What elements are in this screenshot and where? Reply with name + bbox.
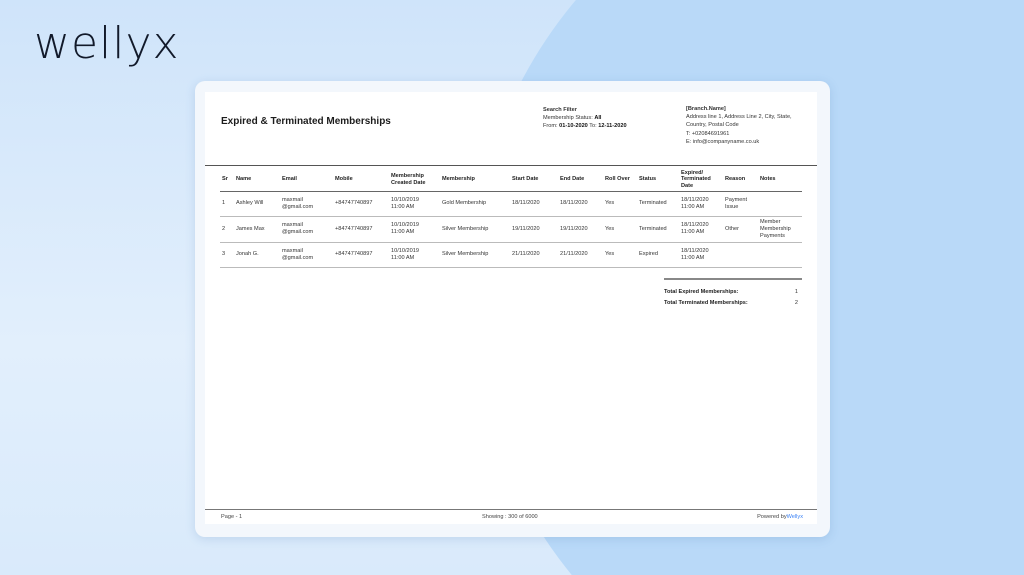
col-status: Status [637,169,679,191]
table-row [220,191,802,217]
total-terminated-row [664,297,802,308]
branch-email: E: info@companyname.co.uk [686,138,760,145]
col-membership: Membership [440,169,510,191]
col-reason: Reason [723,169,758,191]
row-name: Jonah G. [234,242,280,268]
col-email: Email [280,169,333,191]
col-name: Name [234,169,280,191]
row-name: James Max [234,217,280,243]
total-expired-label: Total Expired Memberships: [664,288,739,295]
powered-by [757,514,803,520]
row-membership: Silver Membership [440,217,510,243]
from-date: 01-10-2020 [559,123,588,129]
row-email: maxmail @gmail.com [280,242,333,268]
col-created-date: Membership Created Date [389,169,440,191]
row-expired-date: 18/11/2020 11:00 AM [679,191,723,217]
to-date: 12-11-2020 [598,123,627,129]
search-filter [543,106,627,130]
row-start-date: 19/11/2020 [510,217,558,243]
col-notes: Notes [758,169,802,191]
from-label: From: [543,123,558,129]
row-start-date: 21/11/2020 [510,242,558,268]
footer-divider [205,509,817,510]
row-roll-over: Yes [603,191,637,217]
showing-count: Showing : 300 of 6000 [482,514,538,520]
row-mobile: +84747740897 [333,217,389,243]
membership-status-label: Membership Status: [543,115,593,121]
table-header-row [220,169,802,191]
branch-address: Address line 1, Address Line 2, City, State, Country, Postal Code [686,114,792,129]
col-start-date: Start Date [510,169,558,191]
col-expired-date: Expired/ Terminated Date [679,169,723,191]
row-reason [723,242,758,268]
col-sr: Sr [220,169,234,191]
membership-status-line [543,114,627,122]
row-status: Terminated [637,217,679,243]
row-sr: 3 [220,242,234,268]
total-terminated-value: 2 [794,299,798,306]
row-end-date: 18/11/2020 [558,191,603,217]
total-expired-value: 1 [794,288,798,295]
row-roll-over: Yes [603,242,637,268]
col-mobile: Mobile [333,169,389,191]
row-email: maxmail @gmail.com [280,191,333,217]
totals-summary [664,278,802,308]
memberships-table [220,169,802,268]
header-divider [205,165,817,166]
search-filter-heading: Search Filter [543,107,577,113]
to-label: To: [589,123,597,129]
row-reason: Other [723,217,758,243]
row-sr: 1 [220,191,234,217]
col-roll-over: Roll Over [603,169,637,191]
row-end-date: 19/11/2020 [558,217,603,243]
table-row [220,242,802,268]
row-mobile: +84747740897 [333,191,389,217]
powered-by-brand[interactable]: Wellyx [786,514,803,520]
row-notes [758,242,802,268]
row-expired-date: 18/11/2020 11:00 AM [679,217,723,243]
row-membership: Silver Membership [440,242,510,268]
row-name: Ashley Will [234,191,280,217]
row-start-date: 18/11/2020 [510,191,558,217]
branch-name: [Branch.Name] [686,106,726,112]
row-created-date: 10/10/2019 11:00 AM [389,191,440,217]
branch-phone: T: +02084691961 [686,130,730,137]
total-expired-row [664,286,802,297]
row-status: Terminated [637,191,679,217]
row-end-date: 21/11/2020 [558,242,603,268]
row-roll-over: Yes [603,217,637,243]
page-number: Page - 1 [221,514,243,520]
membership-status-value: All [594,115,602,121]
row-expired-date: 18/11/2020 11:00 AM [679,242,723,268]
wellyx-logo: wellyx [34,18,180,69]
date-range-line [543,122,627,130]
col-end-date: End Date [558,169,603,191]
row-mobile: +84747740897 [333,242,389,268]
total-terminated-label: Total Terminated Memberships: [664,299,748,306]
branch-info [686,105,806,146]
report-title: Expired & Terminated Memberships [221,116,391,127]
row-status: Expired [637,242,679,268]
row-sr: 2 [220,217,234,243]
powered-by-prefix: Powered by [757,514,787,520]
row-membership: Gold Membership [440,191,510,217]
table-row [220,217,802,243]
row-created-date: 10/10/2019 11:00 AM [389,242,440,268]
row-notes: Member Membership Payments [758,217,802,243]
row-created-date: 10/10/2019 11:00 AM [389,217,440,243]
row-email: maxmail @gmail.com [280,217,333,243]
row-reason: Payment Issue [723,191,758,217]
row-notes [758,191,802,217]
report-sheet [205,92,817,524]
